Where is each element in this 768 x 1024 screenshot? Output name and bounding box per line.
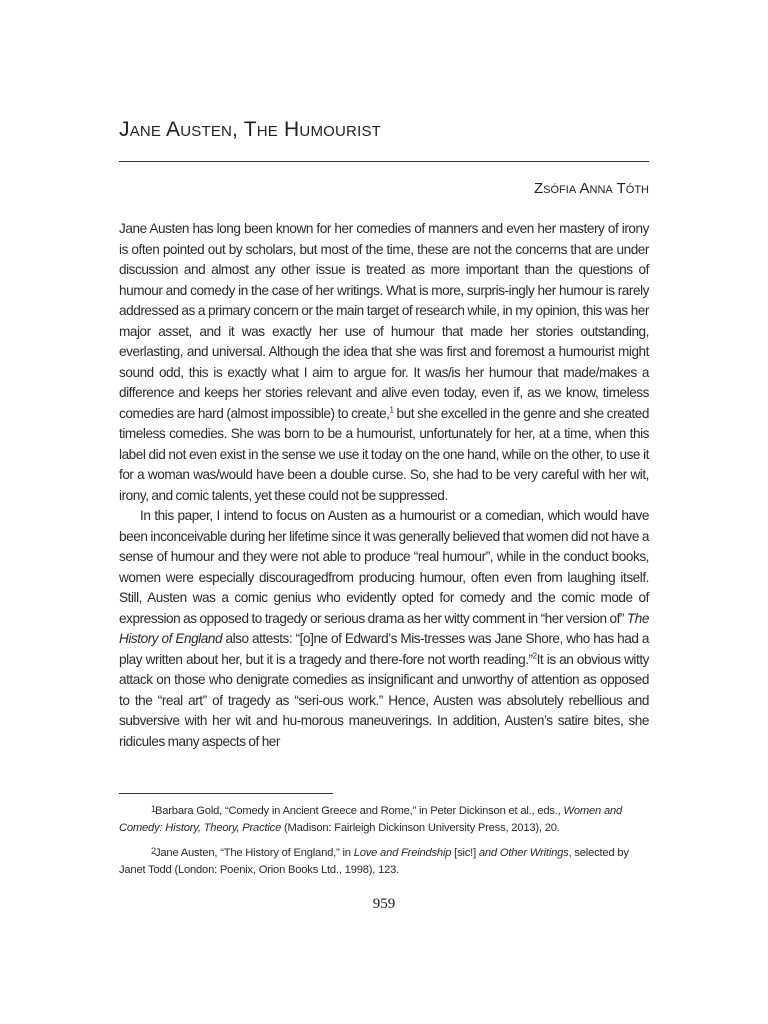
footnote-1: 1Barbara Gold, “Comedy in Ancient Greece and Rome,” in Peter Dickinson et al., eds., Women and Comedy: History, Theory, Practice (Madison: Fairleigh Dickinson University Press, 2013), 20. [119, 804, 623, 834]
title-divider [119, 161, 649, 162]
body-paragraph-2: In this paper, I intend to focus on Austen as a humourist or a comedian, which would have been inconceivable during her lifetime since it was generally believed that women did not have a sense of humour and they were not able to produce “real humour”, while in the conduct books, women were especially discouragedfrom producing humour, often even from laughing itself. Still, Austen was a comic genius who evidently opted for comedy and the comic mode of expression as opposed to tragedy or serious drama as her witty comment in “her version of” The History of England also attests: “[o]ne of Edward’s Mis-tresses was Jane Shore, who has had a play written about her, but it is a tragedy and there-fore not worth reading.”$^2$It is an obvious witty attack on those who denigrate comedies as insignificant and unworthy of attention as opposed to the “real art” of tragedy as “seri-ous work.” Hence, Austen was absolutely rebellious and subversive with her wit and hu-morous maneuverings. In addition, Austen’s satire bites, she ridicules many aspects of her [119, 508, 650, 749]
article-title: Jane Austen, The Humourist [119, 118, 382, 141]
article-body [119, 219, 649, 752]
document-page [119, 0, 649, 1024]
page-number: 959 [372, 896, 396, 912]
footnote-ref-2[interactable]: 2 [532, 650, 537, 660]
footnote-ref-1[interactable]: 1 [389, 404, 394, 414]
footnote-divider [119, 793, 333, 794]
article-author: Zsófia Anna Tóth [533, 180, 649, 197]
body-paragraph-1: Jane Austen has long been known for her comedies of manners and even her mastery of irony is often pointed out by scholars, but most of the time, these are not the concerns that are under discussion and almost any other issue is treated as more important than the questions of humour and comedy in the case of her writings. What is more, surpris-ingly her humour is rarely addressed as a primary concern or the main target of research while, in my opinion, this was her major asset, and it was exactly her use of humour that made her stories outstanding, everlasting, and universal. Although the idea that she was first and foremost a humourist might sound odd, this is exactly what I aim to argue for. It was/is her humour that made/makes a difference and keeps her stories relevant and alive even today, even if, as we know, timeless comedies are hard (almost impossible) to create,$^1$ but she excelled in the genre and she created timeless comedies. She was born to be a humourist, unfortunately for her, at a time, when this label did not even exist in the sense we use it today on the one hand, while on the other, to use it for a woman was/would have been a double curse. So, she had to be very careful with her wit, irony, and comic talents, yet these could not be suppressed. [119, 221, 649, 503]
book-title: The History of England [119, 610, 649, 646]
footnotes [119, 801, 649, 885]
footnote-2: 2Jane Austen, “The History of England,” in Love and Freindship [sic!] and Other Writings, selected by Janet Todd (London: Poenix, Orion Books Ltd., 1998), 123. [119, 846, 629, 876]
